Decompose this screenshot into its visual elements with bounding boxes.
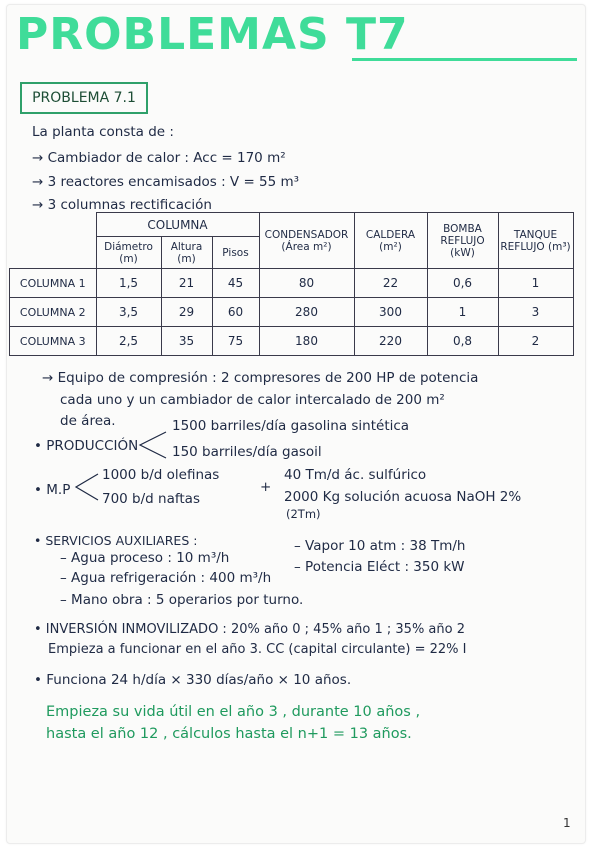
mp-naftas: 700 b/d naftas [102,491,200,507]
row-label: COLUMNA 3 [10,327,97,356]
servicios-title: • SERVICIOS AUXILIARES : [34,533,198,548]
table-cell: 1 [427,298,498,327]
servicio-vapor: – Vapor 10 atm : 38 Tm/h [294,538,466,554]
bullet-cambiador: → Cambiador de calor : Acc = 170 m² [32,150,286,166]
table-cell: 22 [354,269,427,298]
table-header-diametro: Diámetro (m) [96,237,161,269]
servicio-mano-obra: – Mano obra : 5 operarios por turno. [60,592,304,608]
compresion-line-2: cada uno y un cambiador de calor intercalado de 200 m² [60,392,445,408]
table-cell: 75 [212,327,259,356]
produccion-label: • PRODUCCIÓN [34,438,139,454]
row-label: COLUMNA 2 [10,298,97,327]
vida-util-line-1: Empieza su vida útil en el año 3 , durante 10 años , [46,704,421,720]
table-cell: 280 [259,298,354,327]
table-cell: 3,5 [96,298,161,327]
table-cell: 180 [259,327,354,356]
table-cell: 1 [498,269,573,298]
problem-label: PROBLEMA 7.1 [32,90,136,106]
page-number: 1 [563,816,571,830]
table-cell: 3 [498,298,573,327]
page-title: PROBLEMAS T7 [16,9,409,60]
table-cell: 1,5 [96,269,161,298]
table-cell: 35 [161,327,212,356]
table-cell: 2 [498,327,573,356]
intro-line: La planta consta de : [32,124,174,140]
table-cell: 60 [212,298,259,327]
table-group-header: COLUMNA [96,213,259,237]
mp-naoh-tm: (2Tm) [286,507,321,521]
produccion-gasolina: 1500 barriles/día gasolina sintética [172,418,410,434]
table-cell: 29 [161,298,212,327]
table-cell: 0,6 [427,269,498,298]
compresion-line-1: → Equipo de compresión : 2 compresores de 200 HP de potencia [42,370,479,386]
table-header-bomba: BOMBA REFLUJO (kW) [427,213,498,269]
servicio-agua-proceso: – Agua proceso : 10 m³/h [60,550,230,566]
table-cell: 300 [354,298,427,327]
table-corner [10,213,97,269]
vida-util-line-2: hasta el año 12 , cálculos hasta el n+1 = 13 años. [46,726,412,742]
mp-olefinas: 1000 b/d olefinas [102,467,220,483]
table-header-altura: Altura (m) [161,237,212,269]
mp-naoh: 2000 Kg solución acuosa NaOH 2% [284,489,522,505]
table-cell: 0,8 [427,327,498,356]
table-row [10,269,574,298]
table-cell: 2,5 [96,327,161,356]
table-row [10,298,574,327]
columns-table [9,212,574,356]
produccion-brace [136,428,170,462]
bullet-columnas: → 3 columnas rectificación [32,197,212,213]
funciona-line: • Funciona 24 h/día × 330 días/año × 10 años. [34,672,352,688]
servicio-potencia: – Potencia Eléct : 350 kW [294,559,465,575]
mp-label: • M.P [34,482,71,498]
table-header-caldera: CALDERA (m²) [354,213,427,269]
inversion-line-2: Empieza a funcionar en el año 3. CC (capital circulante) = 22% I [48,642,467,657]
servicio-agua-refrigeracion: – Agua refrigeración : 400 m³/h [60,570,272,586]
mp-plus: + [260,479,272,495]
table-cell: 220 [354,327,427,356]
table-cell: 80 [259,269,354,298]
mp-brace [72,470,102,504]
table-header-condensador: CONDENSADOR (Área m²) [259,213,354,269]
table-row [10,327,574,356]
compresion-line-3: de área. [60,413,116,429]
inversion-line-1: • INVERSIÓN INMOVILIZADO : 20% año 0 ; 45% año 1 ; 35% año 2 [34,622,465,637]
table-header-tanque: TANQUE REFLUJO (m³) [498,213,573,269]
title-underline [352,58,577,61]
table-cell: 45 [212,269,259,298]
produccion-gasoil: 150 barriles/día gasoil [172,444,322,460]
table-header-pisos: Pisos [212,237,259,269]
table-cell: 21 [161,269,212,298]
row-label: COLUMNA 1 [10,269,97,298]
mp-sulfurico: 40 Tm/d ác. sulfúrico [284,467,427,483]
problem-label-box [20,82,148,114]
bullet-reactores: → 3 reactores encamisados : V = 55 m³ [32,174,300,190]
